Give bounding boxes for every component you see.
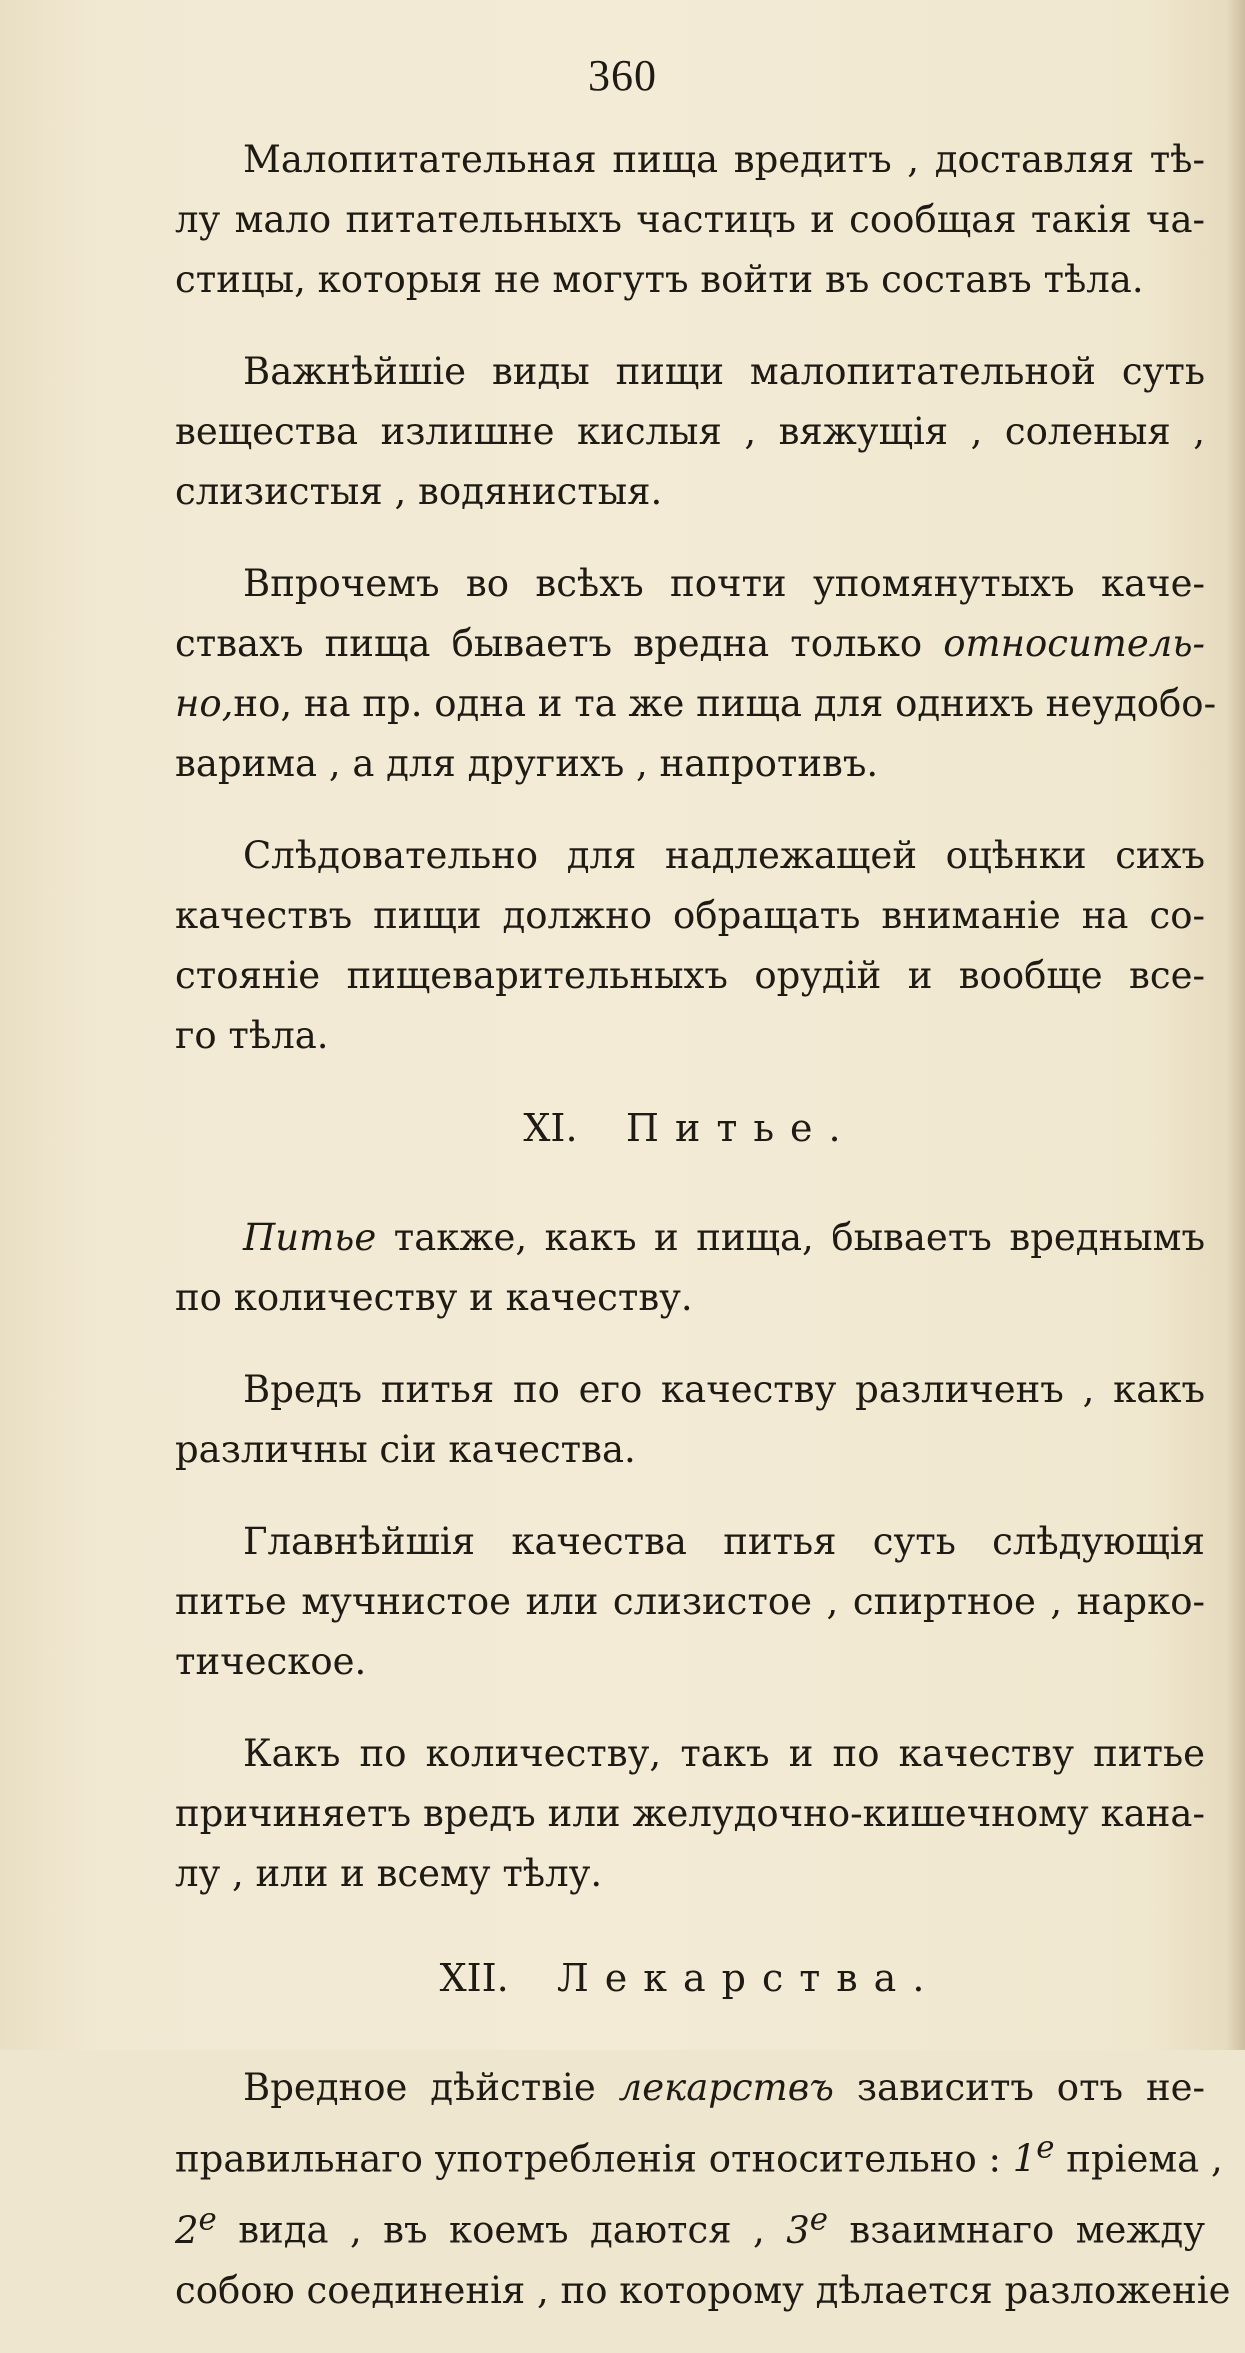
paragraph-relative-harm [175, 554, 1217, 794]
paragraph-low-nutrition [175, 130, 1205, 310]
text-line [175, 2118, 1223, 2189]
section-title: Лекарства. [557, 1956, 941, 2000]
text-line: по количеству и качеству. [175, 1276, 693, 1319]
page-spine-shadow [1227, 0, 1245, 2050]
text-line: Слѣдовательно для надлежащей оцѣнки сихъ [243, 834, 1205, 877]
text-line: вещества излишне кислыя , вяжущія , соленыя , [175, 410, 1205, 453]
text-line: тическое. [175, 1640, 367, 1683]
text-line: различны сіи качества. [175, 1428, 636, 1471]
text-line [175, 614, 1205, 674]
text-line: лу мало питательныхъ частицъ и сообщая такія ча- [175, 198, 1205, 241]
text-line: слизистыя , водянистыя. [175, 470, 663, 513]
page-number: 360 [588, 51, 657, 100]
paragraph-drink-effect [175, 1724, 1205, 1904]
section-heading-xi [175, 1098, 1205, 1158]
text-line: Какъ по количеству, такъ и по качеству питье [243, 1732, 1205, 1775]
text-line: стояніе пищеварительныхъ орудій и вообще все- [175, 954, 1205, 997]
text-line: стицы, которыя не могутъ войти въ составъ тѣла. [175, 258, 1144, 301]
italic-word: лекарствъ [618, 2066, 834, 2109]
text-line: причиняетъ вредъ или желудочно-кишечному кана- [175, 1792, 1205, 1835]
text-line [175, 2058, 1205, 2118]
text-line: Малопитательная пища вредитъ , доставляя тѣ- [243, 138, 1205, 181]
ordinal-digit: 3 [786, 2208, 810, 2252]
text-line: Важнѣйшіе виды пищи малопитательной суть [243, 350, 1205, 393]
text-fragment: правильнаго употребленія относительно : [175, 2137, 1001, 2181]
text-fragment: Вредное дѣйствіе [243, 2066, 596, 2109]
text-fragment: также, какъ и пища, бываетъ вреднымъ [393, 1216, 1205, 1259]
paragraph-drink-qualities [175, 1512, 1205, 1692]
ordinal-number [1012, 2130, 1055, 2181]
section-title: Питье. [625, 1106, 857, 1150]
text-fragment: но, на пр. одна и та же пища для однихъ неудобо- [233, 682, 1217, 725]
text-line: питье мучнистое или слизистое , спиртное , нарко- [175, 1580, 1205, 1623]
text-fragment: взаимнаго между [849, 2208, 1205, 2252]
section-heading-xii [175, 1948, 1205, 2008]
paragraph-drink-intro [175, 1208, 1205, 1328]
ordinal-suffix: е [198, 2201, 217, 2238]
text-line [175, 674, 1217, 734]
section-number: XI. [523, 1106, 578, 1150]
text-line [175, 2189, 1205, 2260]
text-line: Вредъ питья по его качеству различенъ , какъ [243, 1368, 1205, 1411]
paragraph-drink-harm [175, 1360, 1205, 1480]
ordinal-suffix: е [1036, 2130, 1055, 2166]
main-text [175, 130, 1231, 2353]
ordinal-number [786, 2201, 828, 2252]
text-line: го тѣла. [175, 1014, 329, 1057]
paragraph-assessment [175, 826, 1205, 1066]
italic-word: Питье [243, 1216, 377, 1259]
text-fragment: ствахъ пища бываетъ вредна только [175, 622, 923, 665]
text-fragment: пріема , [1066, 2137, 1223, 2181]
ordinal-number [175, 2201, 217, 2252]
text-line: варима , а для другихъ , напротивъ. [175, 742, 879, 785]
text-line: лу , или и всему тѣлу. [175, 1852, 603, 1895]
italic-word: относитель- [943, 622, 1205, 665]
text-line: Впрочемъ во всѣхъ почти упомянутыхъ каче- [243, 562, 1205, 605]
text-fragment: зависитъ отъ не- [856, 2066, 1206, 2109]
italic-word: но, [175, 682, 234, 725]
text-line [175, 1208, 1205, 1268]
text-line: собою соединенія , по которому дѣлается разложеніе [175, 2268, 1231, 2312]
ordinal-digit: 1 [1012, 2137, 1037, 2181]
ordinal-digit: 2 [175, 2208, 199, 2252]
paragraph-medicines [175, 2058, 1231, 2321]
section-number: XII. [439, 1956, 509, 2000]
paragraph-food-types [175, 342, 1205, 522]
text-line: качествъ пищи должно обращать вниманіе на со- [175, 894, 1205, 937]
text-line: Главнѣйшія качества питья суть слѣдующія [243, 1520, 1205, 1563]
ordinal-suffix: е [809, 2201, 828, 2238]
text-fragment: вида , въ коемъ даются , [238, 2208, 765, 2252]
